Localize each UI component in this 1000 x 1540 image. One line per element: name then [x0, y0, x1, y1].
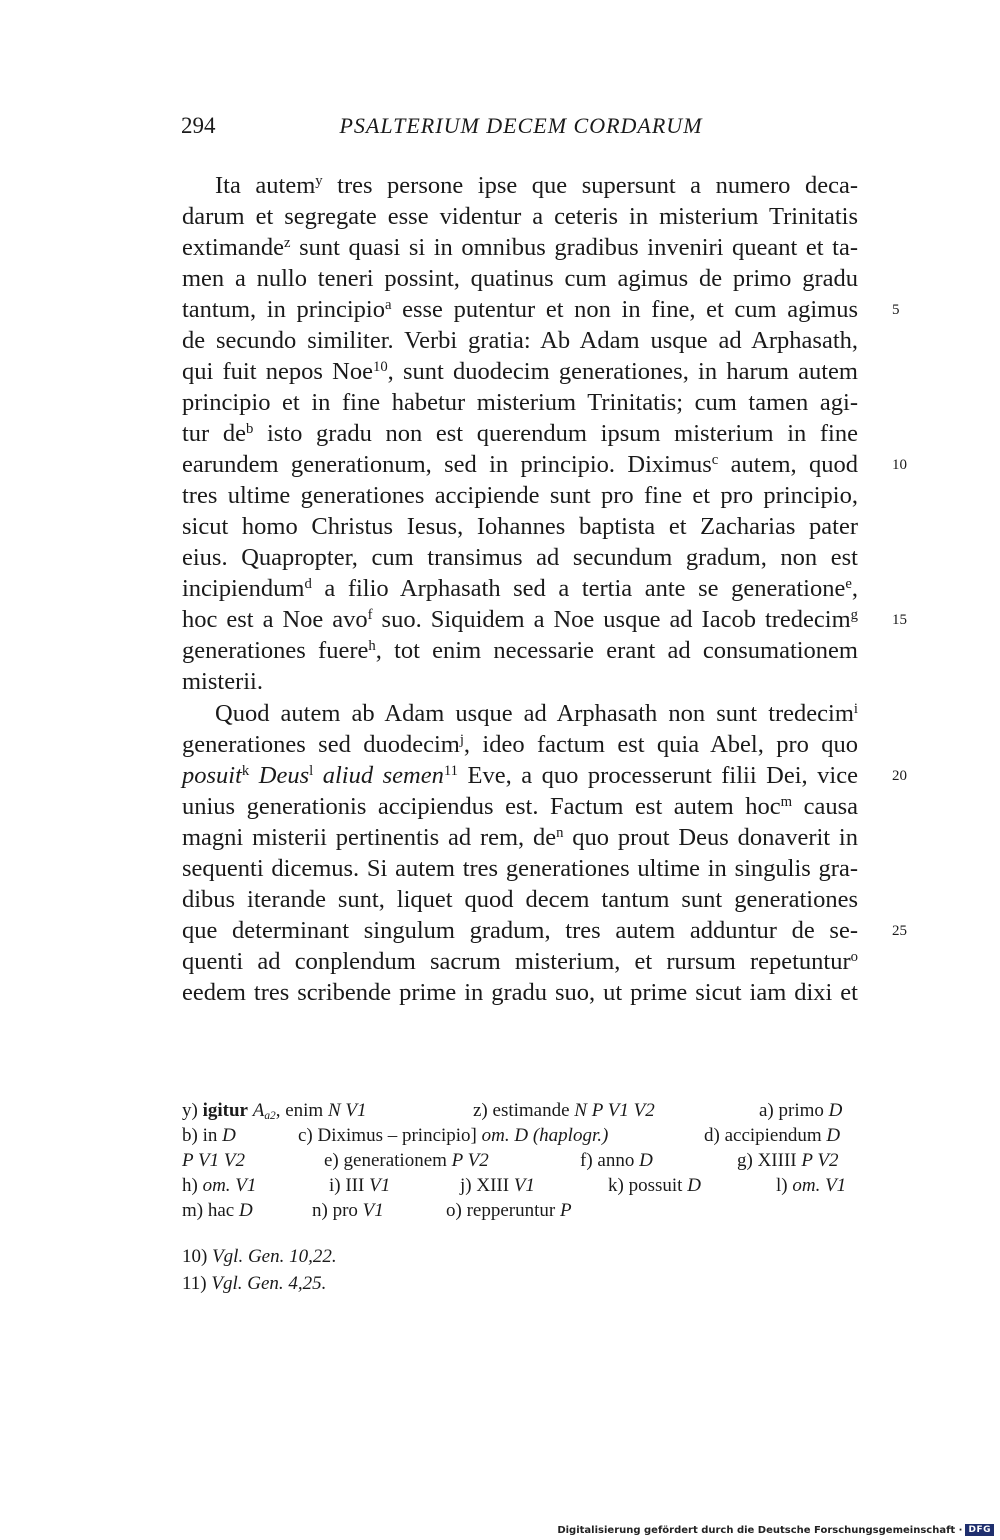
apparatus-entry: i) III V1: [329, 1175, 391, 1196]
text-line: darum et segregate esse videntur a ceteris in misterium Trinitatis: [182, 203, 858, 230]
text-line: eius. Quapropter, cum transimus ad secundum gradum, non est: [182, 544, 858, 571]
running-title: PSALTERIUM DECEM CORDARUM: [339, 113, 703, 138]
apparatus-entry: z) estimande N P V1 V2: [473, 1100, 655, 1121]
footnote: 10) Vgl. Gen. 10,22.: [182, 1246, 337, 1267]
line-number: 20: [892, 768, 907, 784]
text-line: earundem generationum, sed in principio. Diximus$^c$ autem, quod: [182, 451, 858, 478]
text-line: hoc est a Noe avo$^f$ suo. Siquidem a Noe usque ad Iacob tredecim$^g$: [182, 606, 859, 633]
funding-credit-text: Digitalisierung gefördert durch die Deutsche Forschungsgemeinschaft ·: [557, 1524, 963, 1536]
text-line: sequenti dicemus. Si autem tres generationes ultime in singulis gra-: [182, 855, 858, 882]
text-line: de secundo similiter. Verbi gratia: Ab Adam usque ad Arphasath,: [182, 327, 858, 354]
apparatus-entry: P V1 V2: [182, 1150, 245, 1171]
text-line: Quod autem ab Adam usque ad Arphasath non sunt tredecim$^i$: [215, 700, 858, 727]
apparatus-entry: e) generationem P V2: [324, 1150, 489, 1171]
apparatus-entry: l) om. V1: [776, 1175, 847, 1196]
apparatus-entry: m) hac D: [182, 1200, 253, 1221]
text-line: qui fuit nepos Noe$^{10}$, sunt duodecim generationes, in harum autem: [182, 358, 858, 385]
text-line: incipiendum$^d$ a filio Arphasath sed a tertia ante se generatione$^e$,: [182, 575, 858, 602]
apparatus-entry: d) accipiendum D: [704, 1125, 841, 1146]
text-line: generationes fuere$^h$, tot enim necessarie erant ad consumationem: [182, 637, 858, 664]
text-line: generationes sed duodecim$^j$, ideo factum est quia Abel, pro quo: [182, 731, 859, 758]
text-line: que determinant singulum gradum, tres autem adduntur de se-: [182, 917, 858, 944]
text-line: tantum, in principio$^a$ esse putentur et non in fine, et cum agimus: [182, 296, 858, 323]
text-line: unius generationis accipiendus est. Factum est autem hoc$^m$ causa: [182, 793, 858, 820]
text-line: principio et in fine habetur misterium Trinitatis; cum tamen agi-: [182, 389, 858, 416]
text-line: extimande$^z$ sunt quasi si in omnibus gradibus inveniri queant et ta-: [182, 234, 858, 261]
text-line: sicut homo Christus Iesus, Iohannes baptista et Zacharias pater: [182, 513, 858, 540]
text-line: tres ultime generationes accipiende sunt pro fine et pro principio,: [182, 482, 858, 509]
text-line: posuit$^k$ Deus$^l$ aliud semen$^{11}$ Eve, a quo processerunt filii Dei, vice: [182, 762, 858, 789]
apparatus-entry: h) om. V1: [182, 1175, 257, 1196]
apparatus-entry: y) igitur $A_{a2}$, enim N V1: [182, 1100, 367, 1123]
text-line: quenti ad conplendum sacrum misterium, et rursum repetuntur$^o$: [182, 948, 858, 975]
apparatus-entry: b) in D: [182, 1125, 236, 1146]
page-number: 294: [181, 113, 216, 138]
apparatus-entry: n) pro V1: [312, 1200, 384, 1221]
footnote: 11) Vgl. Gen. 4,25.: [182, 1273, 327, 1294]
text-line: magni misterii pertinentis ad rem, $de^n$ quo prout Deus donaverit in: [182, 824, 858, 851]
text-line: tur $de^b$ isto gradu non est querendum ipsum misterium in fine: [182, 420, 858, 447]
text-line: Ita autem$^y$ tres persone ipse que supersunt a numero deca-: [215, 172, 859, 199]
line-number: 15: [892, 612, 907, 628]
apparatus-entry: c) Diximus – principio] om. D (haplogr.): [298, 1125, 609, 1146]
apparatus-entry: a) primo D: [759, 1100, 843, 1121]
line-number: 5: [892, 302, 900, 318]
apparatus-entry: g) XIIII P V2: [737, 1150, 839, 1171]
apparatus-entry: j) XIII V1: [460, 1175, 535, 1196]
funding-credit: [557, 1524, 994, 1536]
apparatus-entry: o) repperuntur P: [446, 1200, 572, 1221]
line-number: 25: [892, 923, 907, 939]
dfg-logo: DFG: [965, 1524, 994, 1536]
text-line: eedem tres scribende prime in gradu suo, ut prime sicut iam dixi et: [182, 979, 858, 1006]
apparatus-entry: f) anno D: [580, 1150, 653, 1171]
text-line: misterii.: [182, 668, 263, 695]
line-number: 10: [892, 457, 907, 473]
apparatus-entry: k) possuit D: [608, 1175, 701, 1196]
text-line: dibus iterande sunt, liquet quod decem tantum sunt generationes: [182, 886, 858, 913]
text-line: men a nullo teneri possint, quatinus cum agimus de primo gradu: [182, 265, 858, 292]
